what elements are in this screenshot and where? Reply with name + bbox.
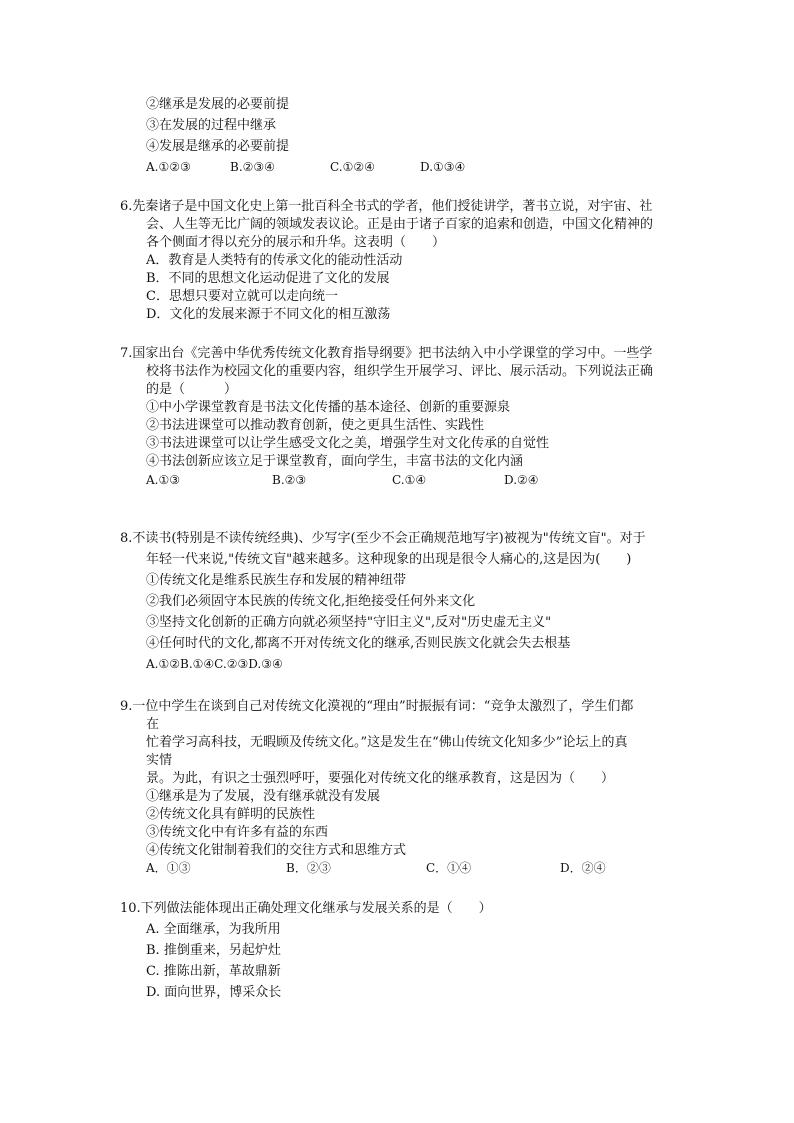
q7-item-4: ④书法创新应该立足于课堂教育，面向学生，丰富书法的文化内涵 — [146, 454, 524, 469]
q9-stem-line-3: 忙着学习高科技，无暇顾及传统文化。”这是发生在“佛山传统文化知多少”论坛上的真 — [146, 735, 628, 750]
q5-option-d: D.①③④ — [420, 160, 466, 174]
q9-stem-line-5: 景。为此，有识之士强烈呼吁，要强化对传统文化的继承教育，这是因为（ ） — [146, 771, 615, 786]
q7-option-c: C.①④ — [392, 473, 427, 487]
q9-item-3: ③传统文化中有许多有益的东西 — [146, 825, 329, 840]
q8-options: A.①②B.①④C.②③D.③④ — [146, 657, 283, 671]
q7-item-2: ②书法进课堂可以推动教育创新，使之更具生活性、实践性 — [146, 418, 485, 433]
q7-item-1: ①中小学课堂教育是书法文化传播的基本途径、创新的重要源泉 — [146, 400, 511, 415]
q7-stem-line-2: 校将书法作为校园文化的重要内容，组织学生开展学习、评比、展示活动。下列说法正确 — [146, 364, 654, 379]
q9-stem-line-2: 在 — [146, 717, 160, 732]
q8-stem-line-1: 8.不读书(特别是不读传统经典)、少写字(至少不会正确规范地写字)被视为"传统文盲"。对于 — [120, 531, 646, 546]
q10-option-b: B. 推倒重来，另起炉灶 — [146, 943, 281, 958]
q6-stem-line-3: 各个侧面才得以充分的展示和升华。这表明（ ） — [146, 235, 446, 250]
q8-item-1: ①传统文化是维系民族生存和发展的精神纽带 — [146, 573, 407, 588]
q10-option-a: A. 全面继承，为我所用 — [146, 922, 281, 937]
q8-stem-line-2: 年轻一代来说,"传统文盲"越来越多。这种现象的出现是很令人痛心的,这是因为( ) — [146, 552, 632, 567]
q6-stem-line-1: 6.先秦诸子是中国文化史上第一批百科全书式的学者，他们授徒讲学，著书立说，对宇宙、社 — [120, 199, 653, 214]
q5-option-b: B.②③④ — [230, 160, 275, 174]
q9-stem-line-4: 实情 — [146, 753, 173, 768]
q7-option-d: D.②④ — [504, 473, 539, 487]
q6-stem-line-2: 会、人生等无比广阔的领域发表议论。正是由于诸子百家的追索和创造，中国文化精神的 — [146, 217, 654, 232]
q7-item-3: ③书法进课堂可以让学生感受文化之美，增强学生对文化传承的自觉性 — [146, 436, 550, 451]
q9-option-a: A．①③ — [146, 861, 191, 875]
q5-option-a: A.①②③ — [146, 160, 191, 174]
q9-item-1: ①继承是为了发展，没有继承就没有发展 — [146, 789, 381, 804]
q6-option-a: A．教育是人类特有的传承文化的能动性活动 — [146, 253, 403, 268]
q8-item-3: ③坚持文化创新的正确方向就必须坚持"守旧主义",反对"历史虚无主义" — [146, 615, 552, 630]
q10-option-d: D. 面向世界，博采众长 — [146, 985, 282, 1000]
q7-option-a: A.①③ — [146, 473, 180, 487]
q6-option-c: C．思想只要对立就可以走向统一 — [146, 289, 338, 304]
q7-stem-line-3: 的是（ ） — [146, 382, 238, 397]
q5-item-4: ④发展是继承的必要前提 — [146, 139, 290, 154]
q8-item-4: ④任何时代的文化,都离不开对传统文化的继承,否则民族文化就会失去根基 — [146, 636, 571, 651]
q7-stem-line-1: 7.国家出台《完善中华优秀传统文化教育指导纲要》把书法纳入中小学课堂的学习中。一些学 — [120, 346, 653, 361]
q9-option-d: D．②④ — [560, 861, 606, 875]
q9-stem-line-1: 9.一位中学生在谈到自己对传统文化漠视的“理由”时振振有词：“竞争太激烈了，学生们都 — [120, 699, 634, 714]
q10-stem: 10.下列做法能体现出正确处理文化继承与发展关系的是（ ） — [120, 901, 492, 916]
q9-option-b: B．②③ — [286, 861, 331, 875]
q7-option-b: B.②③ — [272, 473, 307, 487]
q10-option-c: C. 推陈出新，革故鼎新 — [146, 964, 281, 979]
q5-option-c: C.①②④ — [330, 160, 375, 174]
q9-item-4: ④传统文化钳制着我们的交往方式和思维方式 — [146, 843, 407, 858]
q5-item-2: ②继承是发展的必要前提 — [146, 97, 290, 112]
q8-item-2: ②我们必须固守本民族的传统文化,拒绝接受任何外来文化 — [146, 594, 476, 609]
q5-item-3: ③在发展的过程中继承 — [146, 118, 277, 133]
q6-option-b: B．不同的思想文化运动促进了文化的发展 — [146, 271, 390, 286]
q9-item-2: ②传统文化具有鲜明的民族性 — [146, 807, 316, 822]
q6-option-d: D．文化的发展来源于不同文化的相互激荡 — [146, 307, 391, 322]
q9-option-c: C．①④ — [426, 861, 472, 875]
